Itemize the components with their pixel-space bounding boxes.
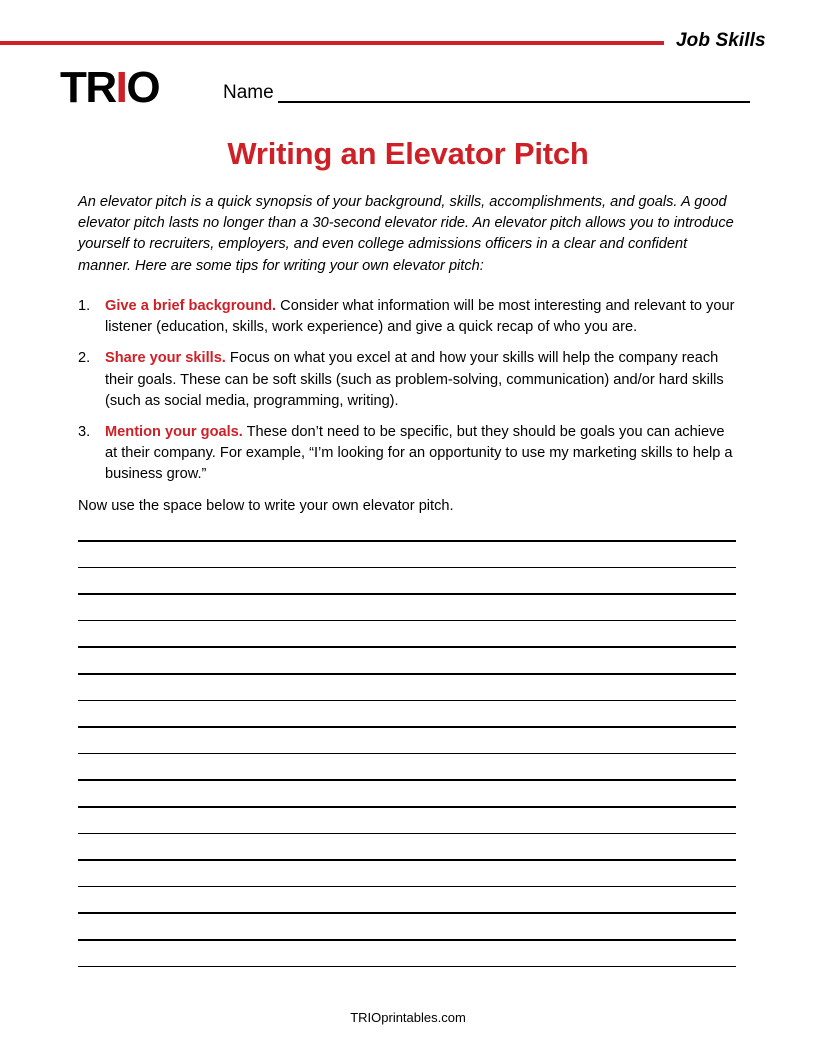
logo-text-tr: TR (60, 63, 116, 112)
tips-list (78, 296, 740, 496)
list-item (78, 348, 740, 412)
logo-text-i: I (115, 63, 127, 112)
answer-line[interactable] (78, 620, 736, 622)
list-item-number: 3. (78, 424, 91, 441)
list-item (78, 296, 740, 338)
subject-label: Job Skills (676, 30, 766, 51)
list-item-body: Consider what information will be most interesting and relevant to your listener (education, skills, work experience) and give a quick recap of who you are. (105, 298, 735, 336)
answer-line[interactable] (78, 540, 736, 542)
list-item-body: These don’t need to be specific, but they should be goals you can achieve at their company. For example, “I’m looking for an opportunity to use my marketing skills to help a business grow.” (105, 424, 733, 483)
page-header (0, 30, 816, 56)
list-item-lead: Mention your goals. (105, 424, 243, 441)
answer-line[interactable] (78, 806, 736, 808)
answer-line[interactable] (78, 567, 736, 569)
list-item-number: 1. (78, 298, 91, 314)
answer-line[interactable] (78, 779, 736, 781)
name-input-line[interactable] (278, 101, 750, 103)
name-label: Name (223, 82, 274, 103)
list-item (78, 422, 740, 486)
answer-line[interactable] (78, 753, 736, 755)
trio-logo (60, 63, 160, 112)
answer-lines (78, 540, 736, 992)
answer-line[interactable] (78, 966, 736, 968)
list-item-lead: Give a brief background. (105, 298, 277, 314)
page-title: Writing an Elevator Pitch (227, 136, 589, 171)
answer-line[interactable] (78, 646, 736, 648)
list-item-lead: Share your skills. (105, 350, 226, 367)
answer-line[interactable] (78, 886, 736, 888)
answer-line[interactable] (78, 593, 736, 595)
answer-line[interactable] (78, 726, 736, 728)
answer-line[interactable] (78, 833, 736, 835)
header-red-rule (0, 41, 664, 45)
list-item-body: Focus on what you excel at and how your skills will help the company reach their goals. These can be soft skills (such as problem-solving, communication) and/or hard skills (such as social media, programming, writing). (105, 350, 724, 409)
intro-paragraph: An elevator pitch is a quick synopsis of your background, skills, accomplishments, and goals. A good elevator pitch lasts no longer than a 30-second elevator ride. An elevator pitch allows you to introduce yourself to recruiters, employers, and even college admissions officers in a clear and confident manner. Here are some tips for writing your own elevator pitch: (78, 194, 734, 274)
footer-url: TRIOprintables.com (350, 1010, 466, 1025)
answer-line[interactable] (78, 859, 736, 861)
writing-prompt: Now use the space below to write your own elevator pitch. (78, 498, 454, 514)
answer-line[interactable] (78, 700, 736, 702)
answer-line[interactable] (78, 939, 736, 941)
logo-text-o: O (126, 63, 160, 112)
list-item-number: 2. (78, 350, 91, 367)
answer-line[interactable] (78, 673, 736, 675)
answer-line[interactable] (78, 912, 736, 914)
